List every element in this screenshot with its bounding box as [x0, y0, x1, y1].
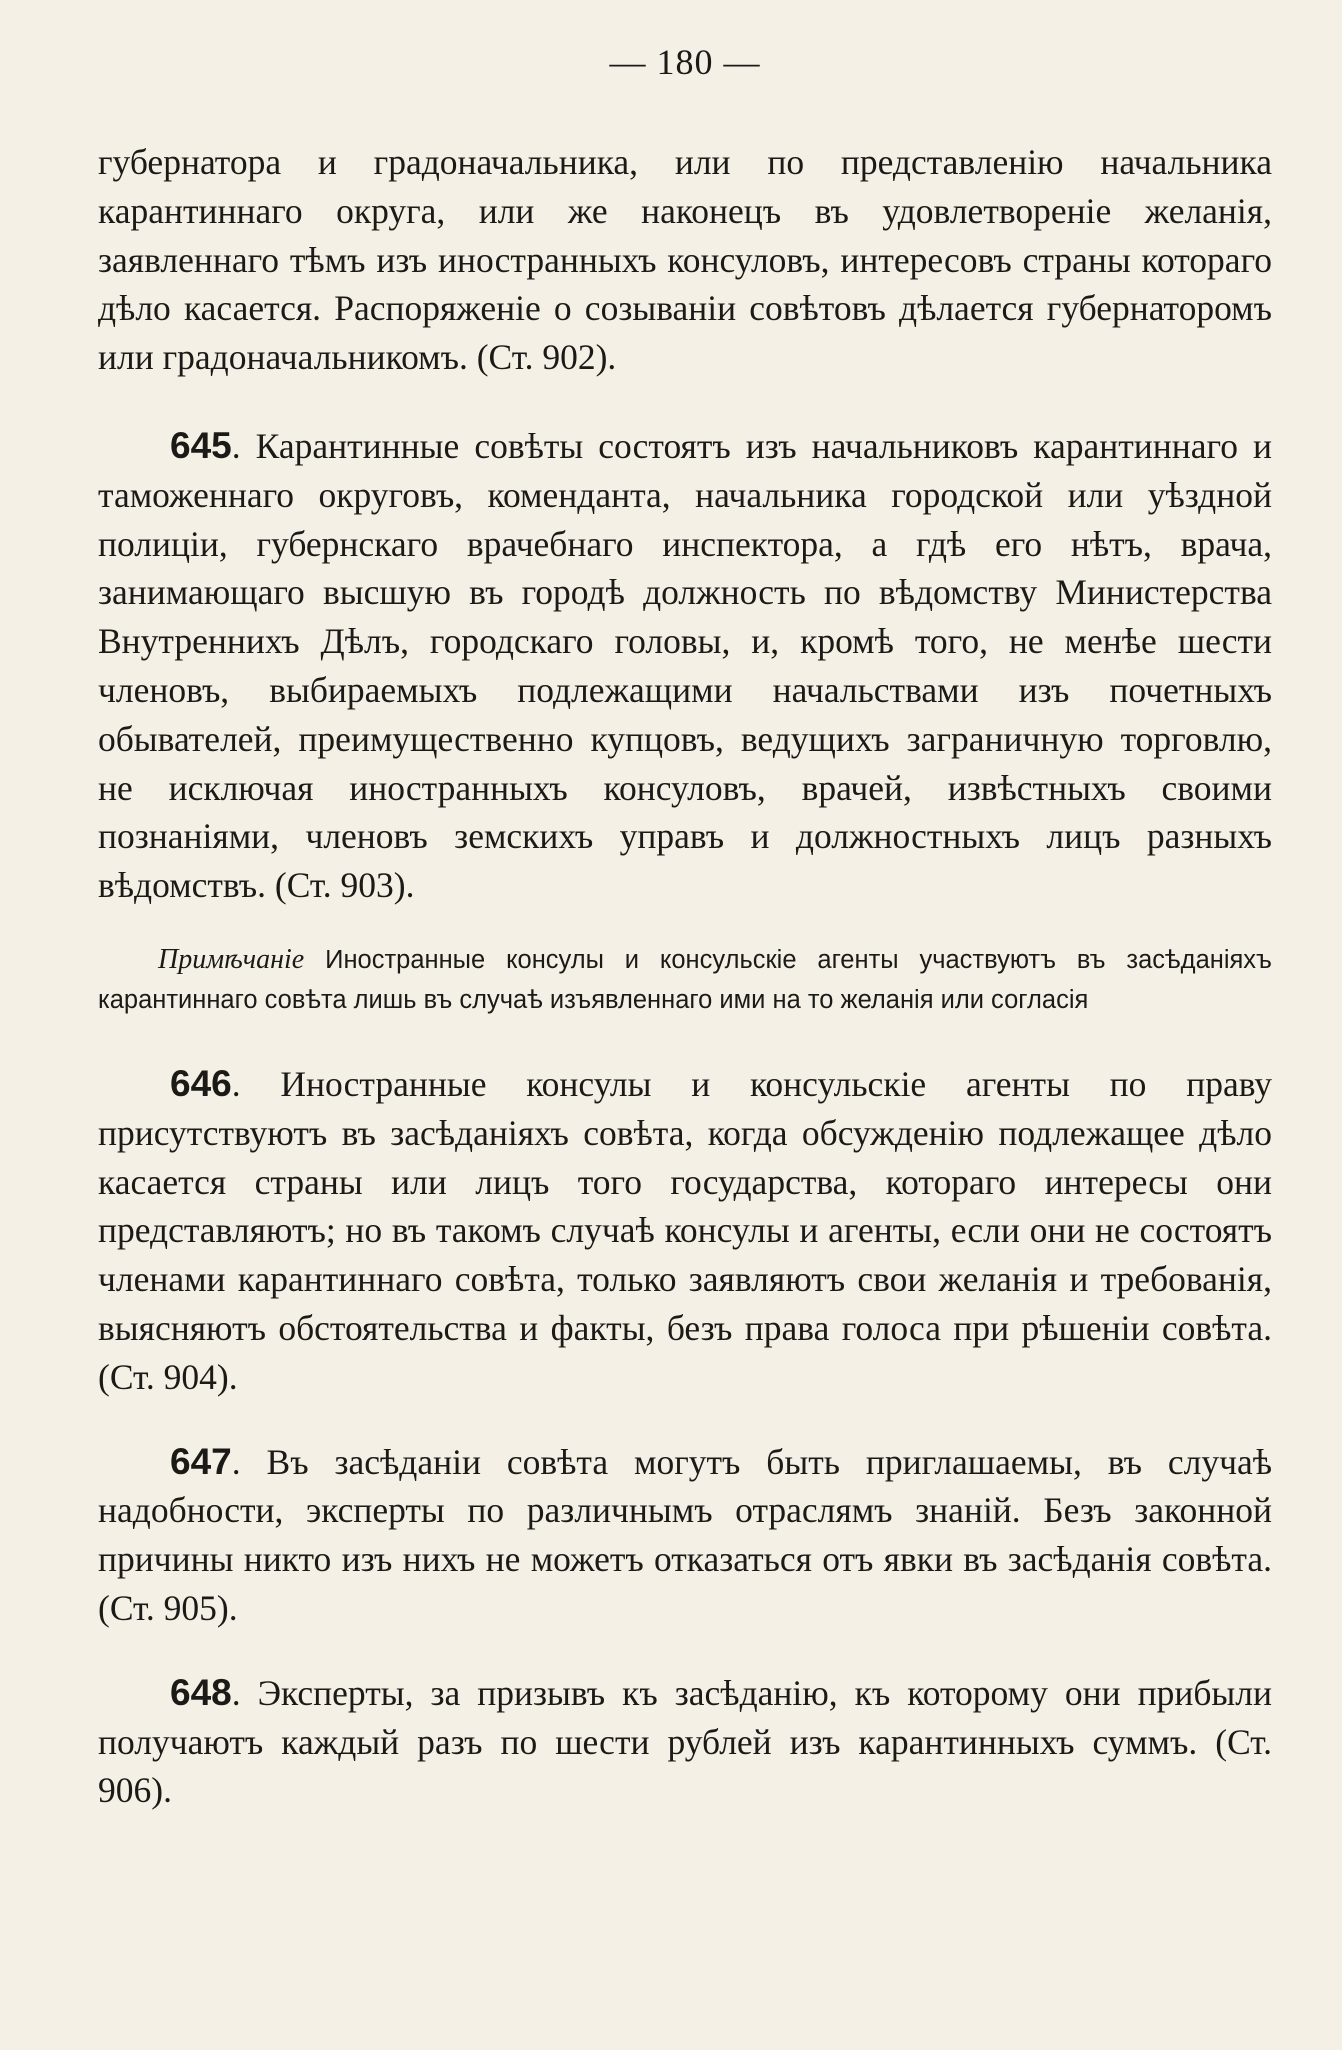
article-text: . Карантинные совѣты состоятъ изъ начальниковъ карантиннаго и таможеннаго округовъ, коменданта, начальника городской или уѣздной полиціи, губернскаго врачебнаго инспектора, а гдѣ его нѣтъ, врача, занимающаго высшую въ городѣ должность по вѣдомству Министерства Внутреннихъ Дѣлъ, городскаго головы, и, кромѣ того, не менѣе шести членовъ, выбираемыхъ подлежащими начальствами изъ почетныхъ обывателей, преимущественно купцовъ, ведущихъ заграничную торговлю, не исключая иностранныхъ консуловъ, врачей, извѣстныхъ своими познаніями, членовъ земскихъ управъ и должностныхъ лицъ разныхъ вѣдомствъ. (Ст. 903). [98, 425, 1272, 906]
page-number: — 180 — [609, 42, 761, 82]
article-648 [98, 1669, 1272, 1815]
article-647 [98, 1438, 1272, 1633]
article-646 [98, 1060, 1272, 1402]
article-number: 647 [170, 1440, 232, 1482]
article-number: 646 [170, 1062, 232, 1104]
article-645 [98, 422, 1272, 910]
article-text: . Эксперты, за призывъ къ засѣданію, къ которому они прибыли получаютъ каждый разъ по шести рублей изъ карантинныхъ суммъ. (Ст. 906). [98, 1672, 1272, 1811]
article-text: . Иностранные консулы и консульскіе агенты по праву присутствуютъ въ засѣданіяхъ совѣта, когда обсужденію подлежащее дѣло касается страны или лицъ того государства, котораго интересы они представляютъ; но въ такомъ случаѣ консулы и агенты, если они не состоятъ членами карантиннаго совѣта, только заявляютъ свои желанія и требованія, выясняютъ обстоятельства и факты, безъ права голоса при рѣшеніи совѣта. (Ст. 904). [98, 1063, 1272, 1397]
article-number: 645 [170, 424, 232, 466]
note-label: Примѣчаніе [158, 943, 305, 975]
note-text: Иностранные консулы и консульскіе агенты участвуютъ въ засѣданіяхъ карантиннаго совѣта лишь въ случаѣ изъявленнаго ими на то желанія или согласія [98, 945, 1272, 1014]
article-number: 648 [170, 1671, 232, 1713]
article-text: . Въ засѣданіи совѣта могутъ быть приглашаемы, въ случаѣ надобности, эксперты по различнымъ отраслямъ знаній. Безъ законной причины никто изъ нихъ не можетъ отказаться отъ явки въ засѣданія совѣта. (Ст. 905). [98, 1441, 1272, 1628]
paragraph-continuation [98, 138, 1272, 382]
article-645-note [98, 940, 1272, 1020]
paragraph-continuation-text: губернатора и градоначальника, или по представленію начальника карантиннаго округа, или же наконецъ въ удовлетвореніе желанія, заявленнаго тѣмъ изъ иностранныхъ консуловъ, интересовъ страны котораго дѣло касается. Распоряженіе о созываніи совѣтовъ дѣлается губернаторомъ или градоначальникомъ. (Ст. 902). [98, 142, 1272, 378]
